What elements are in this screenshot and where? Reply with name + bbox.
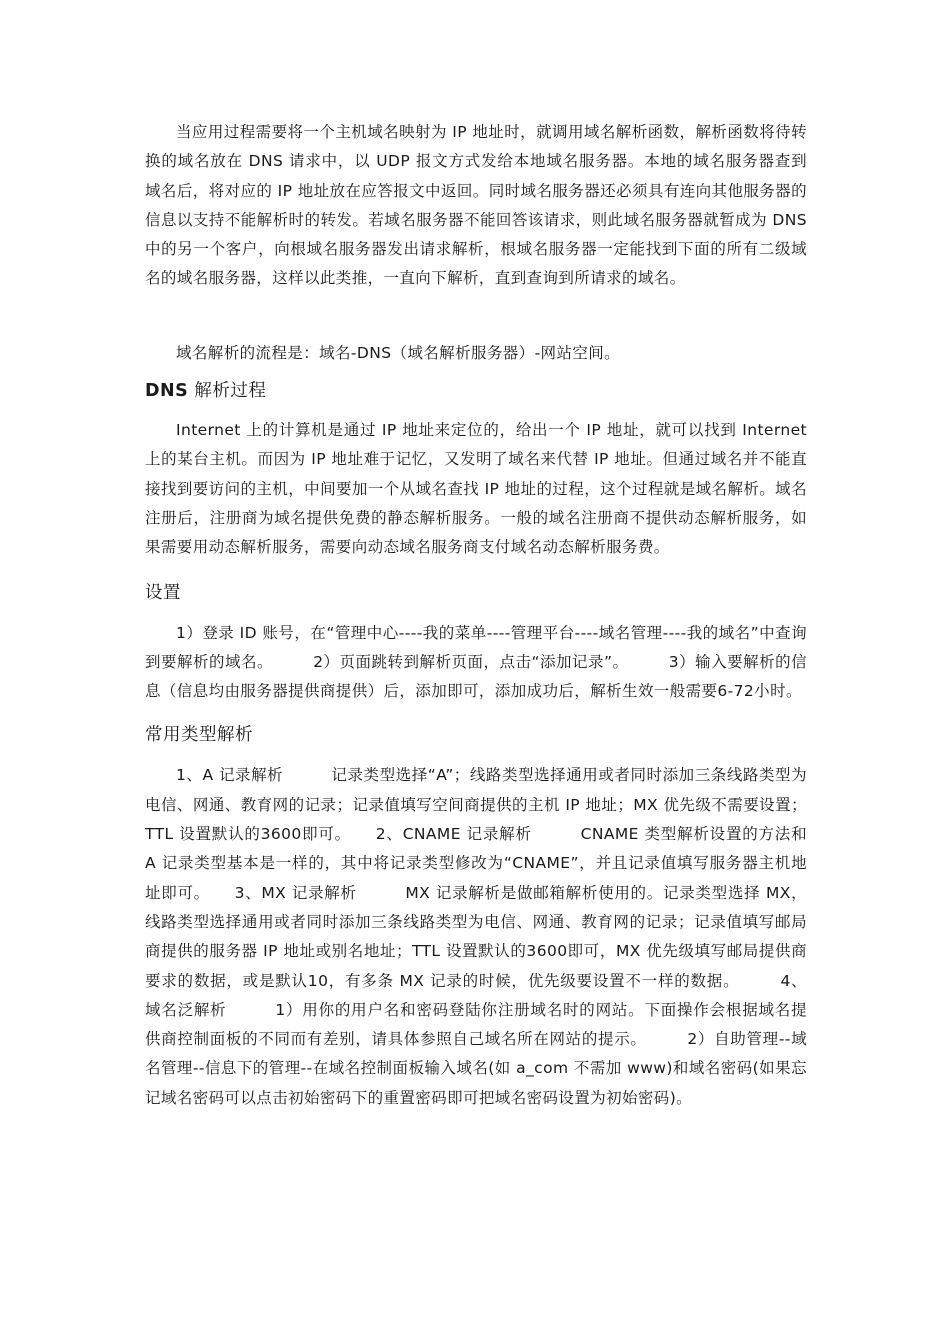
heading-settings: 设置	[145, 582, 181, 603]
heading-dns-process	[145, 377, 807, 405]
paragraph-flow: 域名解析的流程是：域名-DNS（域名解析服务器）-网站空间。	[176, 343, 621, 362]
heading-dns-abbr: DNS	[145, 381, 189, 402]
heading-dns-text: 解析过程	[188, 381, 267, 402]
paragraph-intro: 当应用过程需要将一个主机域名映射为 IP 地址时，就调用域名解析函数，解析函数将待转换的域名放在 DNS 请求中，以 UDP 报文方式发给本地域名服务器。本地的域名服务器查到域名后，将对应的 IP 地址放在应答报文中返回。同时域名服务器还必须具有连向其他服务器的信息以支持不能解析时的转发。若域名服务器不能回答该请求，则此域名服务器就暂成为 DNS 中的另一个客户，向根域名服务器发出请求解析，根域名服务器一定能找到下面的所有二级域名的域名服务器，这样以此类推，一直向下解析，直到查询到所请求的域名。	[145, 123, 807, 288]
paragraph-settings: 1）登录 ID 账号，在“管理中心----我的菜单----管理平台----域名管理----我的域名”中查询到要解析的域名。 2）页面跳转到解析页面，点击“添加记录”。 3）输入要解析的信息（信息均由服务器提供商提供）后，添加即可，添加成功后，解析生效一般需要6-72小时。	[145, 623, 807, 701]
document-page	[145, 118, 807, 1113]
heading-record-types: 常用类型解析	[145, 725, 253, 746]
paragraph-record-types: 1、A 记录解析 记录类型选择“A”；线路类型选择通用或者同时添加三条线路类型为电信、网通、教育网的记录；记录值填写空间商提供的主机 IP 地址；MX 优先级不需要设置；TTL 设置默认的3600即可。 2、CNAME 记录解析 CNAME 类型解析设置的方法和 A 记录类型基本是一样的，其中将记录类型修改为“CNAME”，并且记录值填写服务器主机地址即可。 3、MX 记录解析 MX 记录解析是做邮箱解析使用的。记录类型选择 MX，线路类型选择通用或者同时添加三条线路类型为电信、网通、教育网的记录；记录值填写邮局商提供的服务器 IP 地址或别名地址；TTL 设置默认的3600即可，MX 优先级填写邮局提供商要求的数据，或是默认10，有多条 MX 记录的时候，优先级要设置不一样的数据。 4、域名泛解析 1）用你的用户名和密码登陆你注册域名时的网站。下面操作会根据域名提供商控制面板的不同而有差别，请具体参照自己域名所在网站的提示。 2）自助管理--域名管理--信息下的管理--在域名控制面板输入域名(如 a_com 不需加 www)和域名密码(如果忘记域名密码可以点击初始密码下的重置密码即可把域名密码设置为初始密码)。	[145, 766, 807, 1107]
paragraph-dns-process: Internet 上的计算机是通过 IP 地址来定位的，给出一个 IP 地址，就可以找到 Internet 上的某台主机。而因为 IP 地址难于记忆，又发明了域名来代替 IP 地址。但通过域名并不能直接找到要访问的主机，中间要加一个从域名查找 IP 地址的过程，这个过程就是域名解析。域名注册后，注册商为域名提供免费的静态解析服务。一般的域名注册商不提供动态解析服务，如果需要用动态解析服务，需要向动态域名服务商支付域名动态解析服务费。	[145, 421, 807, 557]
